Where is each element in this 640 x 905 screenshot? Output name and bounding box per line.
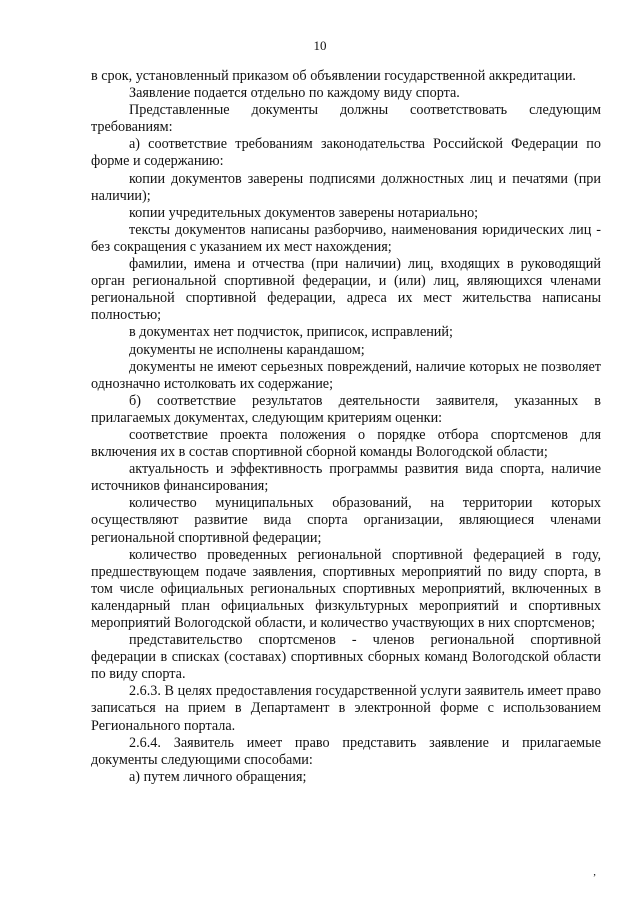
- paragraph: количество муниципальных образований, на территории которых осуществляют развитие вида спорта организации, являющиеся членами региональной спортивной федерации;: [91, 495, 601, 546]
- paragraph: Заявление подается отдельно по каждому виду спорта.: [129, 85, 460, 102]
- paragraph: документы не исполнены карандашом;: [129, 341, 365, 358]
- paragraph: а) путем личного обращения;: [129, 768, 307, 785]
- paragraph: соответствие проекта положения о порядке отбора спортсменов для включения их в состав спортивной сборной команды Вологодской области;: [91, 426, 601, 461]
- footer-mark: ,: [593, 866, 596, 878]
- paragraph: количество проведенных региональной спортивной федерацией в году, предшествующем подаче заявления, спортивных мероприятий по виду спорта, в том числе официальных региональных спортивных мероприятий, включенных в календарный план официальных физкультурных мероприятий и спортивных мероприятий Вологодской области, и количество участвующих в них спортсменов;: [91, 546, 601, 631]
- paragraph: 2.6.3. В целях предоставления государственной услуги заявитель имеет право записаться на прием в Департамент в электронной форме с использованием Регионального портала.: [91, 683, 601, 734]
- paragraph: фамилии, имена и отчества (при наличии) лиц, входящих в руководящий орган региональной спортивной федерации, и (или) лиц, являющихся членами региональной спортивной федерации, адреса их мест жительства написаны полностью;: [91, 256, 601, 324]
- paragraph: Представленные документы должны соответствовать следующим требованиям:: [91, 102, 601, 136]
- paragraph: документы не имеют серьезных повреждений, наличие которых не позволяет однозначно истолковать их содержание;: [91, 358, 601, 392]
- paragraph: актуальность и эффективность программы развития вида спорта, наличие источников финансирования;: [91, 461, 601, 495]
- paragraph: б) соответствие результатов деятельности заявителя, указанных в прилагаемых документах, следующим критериям оценки:: [91, 392, 601, 426]
- paragraph: представительство спортсменов - членов региональной спортивной федерации в списках (составах) спортивных сборных команд Вологодской области по виду спорта.: [91, 632, 601, 683]
- page-number: 10: [313, 38, 327, 53]
- document-body: [91, 68, 601, 786]
- paragraph: в срок, установленный приказом об объявлении государственной аккредитации.: [91, 68, 576, 84]
- paragraph: тексты документов написаны разборчиво, наименования юридических лиц - без сокращения с указанием их мест нахождения;: [91, 221, 601, 255]
- paragraph: копии учредительных документов заверены нотариально;: [129, 204, 479, 221]
- paragraph: копии документов заверены подписями должностных лиц и печатями (при наличии);: [91, 170, 601, 204]
- paragraph: в документах нет подчисток, приписок, исправлений;: [129, 324, 453, 341]
- paragraph: 2.6.4. Заявитель имеет право представить заявление и прилагаемые документы следующими способами:: [91, 734, 601, 768]
- paragraph: а) соответствие требованиям законодательства Российской Федерации по форме и содержанию:: [91, 136, 601, 170]
